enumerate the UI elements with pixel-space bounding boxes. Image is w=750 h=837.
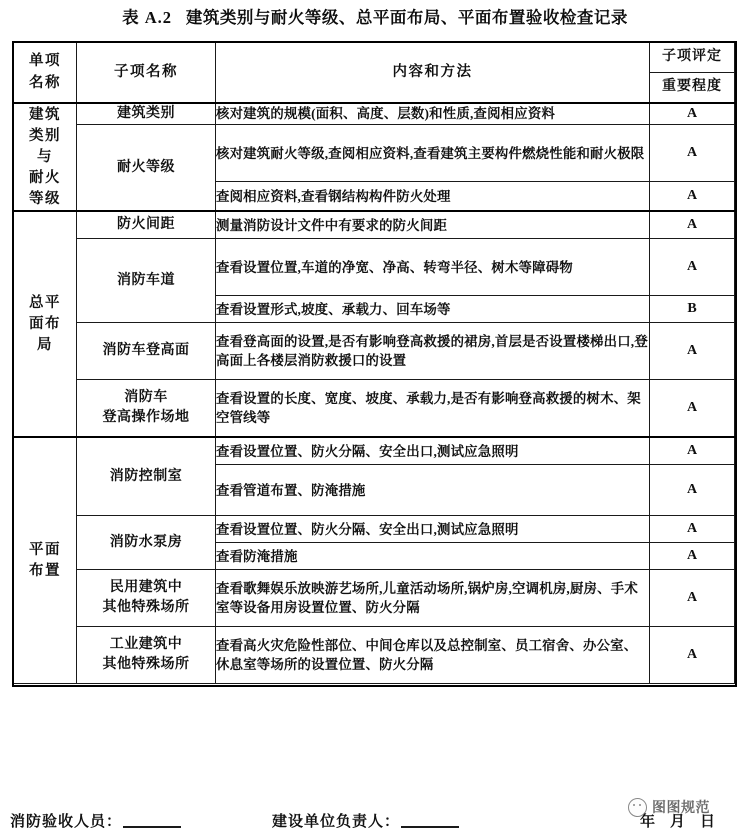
category-line: 面布 <box>29 315 61 332</box>
subitem-line: 民用建筑中 <box>109 580 183 595</box>
category-floor-plan-arrangement <box>14 437 77 684</box>
subitem-name: 消防水泵房 <box>77 516 216 570</box>
subitem-name <box>77 380 216 438</box>
grade-value: A <box>650 570 735 627</box>
header-col1-line1: 单项 <box>29 53 61 70</box>
subitem-line: 工业建筑中 <box>109 637 183 652</box>
category-line: 平面 <box>29 541 61 558</box>
subitem-line: 消防车 <box>124 390 168 405</box>
category-line: 耐火 <box>29 169 61 186</box>
inspection-record-table <box>13 42 735 684</box>
subitem-line: 其他特殊场所 <box>102 600 190 616</box>
grade-value: B <box>650 296 735 323</box>
subitem-name <box>77 570 216 627</box>
subitem-line: 登高操作场地 <box>102 410 190 426</box>
table-row <box>14 570 735 627</box>
grade-value: A <box>650 125 735 182</box>
category-site-layout <box>14 211 77 437</box>
content-method: 查看设置的长度、宽度、坡度、承载力,是否有影响登高救援的树木、架空管线等 <box>216 380 650 438</box>
content-method: 查看防淹措施 <box>216 543 650 570</box>
subitem-name: 耐火等级 <box>77 125 216 212</box>
subitem-name: 消防控制室 <box>77 437 216 516</box>
header-col1-line2: 名称 <box>29 74 61 91</box>
table-row <box>14 211 735 239</box>
subitem-name: 建筑类别 <box>77 103 216 125</box>
header-col-subitem-name: 子项名称 <box>77 43 216 104</box>
category-line: 建筑 <box>29 106 61 123</box>
watermark-text: 图图规范 <box>652 799 710 815</box>
table-header-row-top <box>14 43 735 73</box>
table-row <box>14 380 735 438</box>
table-number: 表 A.2 <box>122 8 173 27</box>
date-day-label: 日 <box>700 814 717 830</box>
content-method: 查阅相应资料,查看钢结构构件防火处理 <box>216 182 650 212</box>
page-title <box>0 0 750 28</box>
category-building-class-fire-resistance <box>14 103 77 211</box>
owner-signature <box>272 810 459 831</box>
table-row <box>14 103 735 125</box>
subitem-name <box>77 627 216 684</box>
subitem-name: 消防车登高面 <box>77 323 216 380</box>
grade-value: A <box>650 465 735 516</box>
date-month-label: 月 <box>670 814 687 830</box>
header-col-importance-level: 重要程度 <box>650 73 735 104</box>
category-line: 局 <box>37 336 53 353</box>
inspector-signature-blank[interactable] <box>123 826 181 828</box>
date-year-label: 年 <box>640 814 657 830</box>
content-method: 核对建筑耐火等级,查阅相应资料,查看建筑主要构件燃烧性能和耐火极限 <box>216 125 650 182</box>
table-row <box>14 239 735 296</box>
content-method: 核对建筑的规模(面积、高度、层数)和性质,查阅相应资料 <box>216 103 650 125</box>
grade-value: A <box>650 380 735 438</box>
table-row <box>14 125 735 182</box>
wechat-icon <box>628 798 647 817</box>
content-method: 查看设置位置,车道的净宽、净高、转弯半径、树木等障碍物 <box>216 239 650 296</box>
content-method: 查看高火灾危险性部位、中间仓库以及总控制室、员工宿舍、办公室、休息室等场所的设置位置、防火分隔 <box>216 627 650 684</box>
inspection-record-table-container <box>13 42 734 684</box>
table-row <box>14 437 735 465</box>
grade-value: A <box>650 182 735 212</box>
subitem-line: 其他特殊场所 <box>102 657 190 673</box>
owner-signature-blank[interactable] <box>401 826 459 828</box>
header-col-subitem-evaluation: 子项评定 <box>650 43 735 73</box>
content-method: 查看管道布置、防淹措施 <box>216 465 650 516</box>
header-col-single-item-name <box>14 43 77 104</box>
grade-value: A <box>650 103 735 125</box>
subitem-name: 防火间距 <box>77 211 216 239</box>
content-method: 查看设置形式,坡度、承载力、回车场等 <box>216 296 650 323</box>
grade-value: A <box>650 437 735 465</box>
category-line: 等级 <box>29 190 61 207</box>
owner-label: 建设单位负责人： <box>272 814 401 830</box>
content-method: 查看歌舞娱乐放映游艺场所,儿童活动场所,锅炉房,空调机房,厨房、手术室等设备用房设置位置、防火分隔 <box>216 570 650 627</box>
grade-value: A <box>650 239 735 296</box>
grade-value: A <box>650 323 735 380</box>
category-line: 布置 <box>29 562 61 579</box>
category-line: 总平 <box>29 294 61 311</box>
subitem-name: 消防车道 <box>77 239 216 323</box>
content-method: 查看设置位置、防火分隔、安全出口,测试应急照明 <box>216 437 650 465</box>
table-row <box>14 627 735 684</box>
content-method: 查看设置位置、防火分隔、安全出口,测试应急照明 <box>216 516 650 543</box>
grade-value: A <box>650 516 735 543</box>
header-col-content-method: 内容和方法 <box>216 43 650 104</box>
grade-value: A <box>650 543 735 570</box>
grade-value: A <box>650 211 735 239</box>
table-row <box>14 323 735 380</box>
inspector-signature <box>10 810 181 831</box>
watermark <box>628 797 710 817</box>
inspector-label: 消防验收人员： <box>10 814 123 830</box>
content-method: 测量消防设计文件中有要求的防火间距 <box>216 211 650 239</box>
table-row <box>14 516 735 543</box>
category-line: 类别 <box>29 127 61 144</box>
content-method: 查看登高面的设置,是否有影响登高救援的裙房,首层是否设置楼梯出口,登高面上各楼层消防救援口的设置 <box>216 323 650 380</box>
table-title-text: 建筑类别与耐火等级、总平面布局、平面布置验收检查记录 <box>185 8 628 27</box>
category-line: 与 <box>37 148 53 165</box>
grade-value: A <box>650 627 735 684</box>
